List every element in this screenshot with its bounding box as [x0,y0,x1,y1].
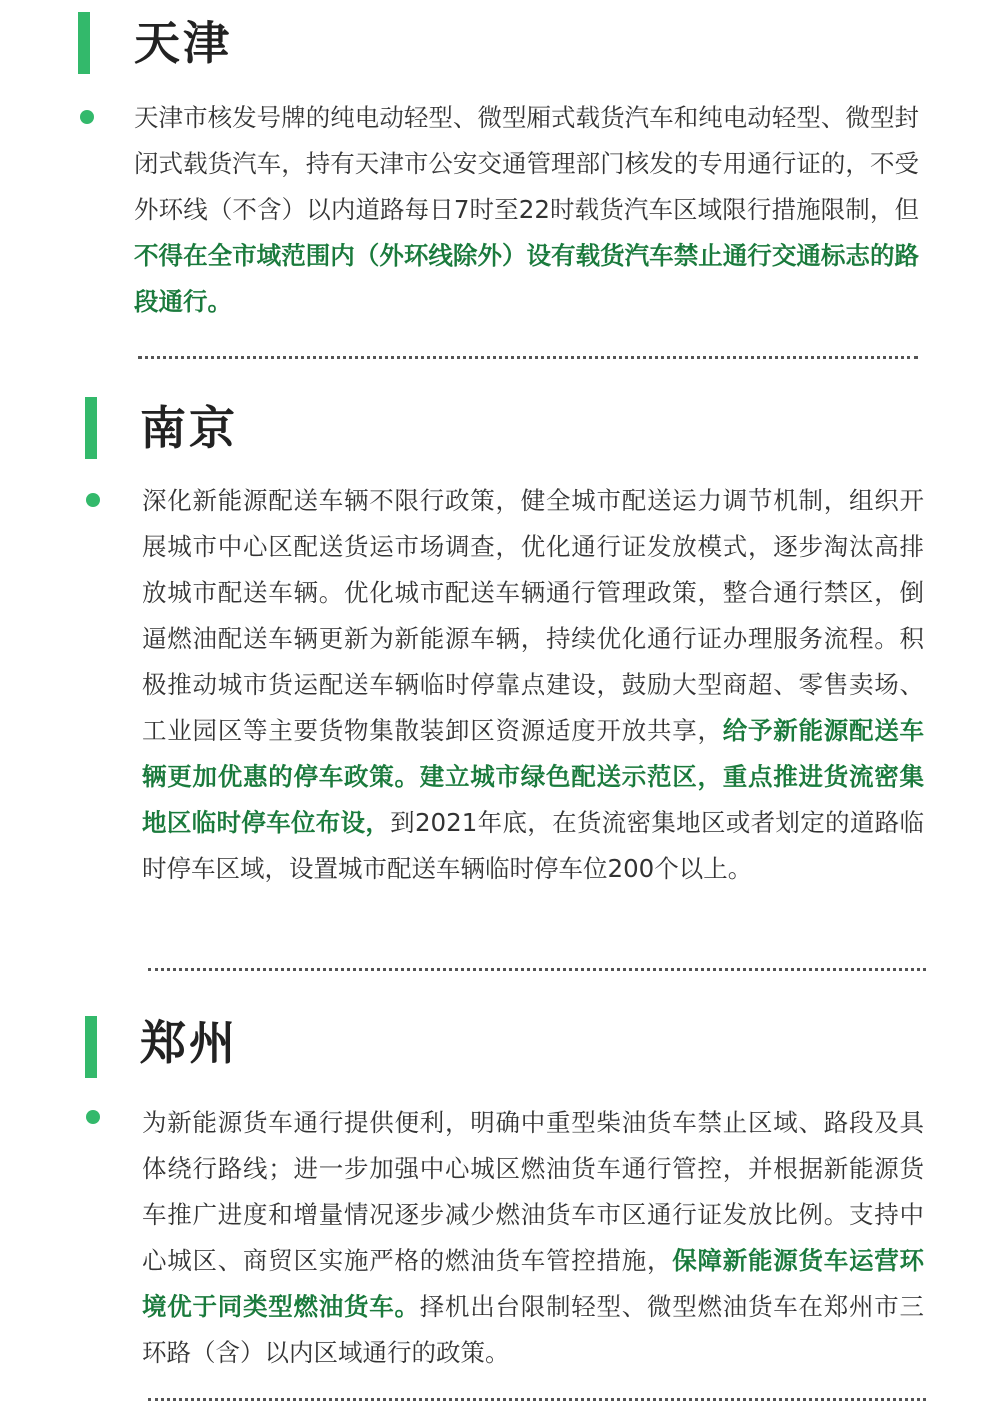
heading-accent-bar [78,12,90,74]
paragraph-text: 天津市核发号牌的纯电动轻型、微型厢式载货汽车和纯电动轻型、微型封闭式载货汽车，持有天津市公安交通管理部门核发的专用通行证的，不受外环线（不含）以内道路每日7时至22时载货汽车区域限行措施限制，但 [134,103,919,224]
highlighted-text: 不得在全市域范围内（外环线除外）设有载货汽车禁止通行交通标志的路段通行。 [134,241,919,316]
dotted-divider [138,356,918,359]
policy-paragraph [134,95,919,325]
paragraph-text: 为新能源货车通行提供便利，明确中重型柴油货车禁止区域、路段及具体绕行路线；进一步加强中心城区燃油货车通行管控，并根据新能源货车推广进度和增量情况逐步减少燃油货车市区通行证发放比例。支持中心城区、商贸区实施严格的燃油货车管控措施， [142,1108,924,1275]
dotted-divider [148,968,926,971]
highlighted-text: 给予新能源配送车辆更加优惠的停车政策。建立城市绿色配送示范区，重点推进货流密集地区临时停车位布设， [142,716,924,837]
heading-accent-bar [85,1016,97,1078]
bullet-dot [86,1110,100,1124]
city-heading: 南京 [140,401,238,455]
city-heading: 郑州 [140,1016,238,1070]
highlighted-text: 保障新能源货车运营环境优于同类型燃油货车。 [142,1246,924,1321]
policy-paragraph [142,1100,924,1376]
dotted-divider [148,1398,926,1401]
paragraph-text: 择机出台限制轻型、微型燃油货车在郑州市三环路（含）以内区域通行的政策。 [142,1292,924,1367]
heading-accent-bar [85,397,97,459]
bullet-dot [80,110,94,124]
policy-paragraph [142,478,924,892]
paragraph-text: 到2021年底，在货流密集地区或者划定的道路临时停车区域，设置城市配送车辆临时停车位200个以上。 [142,808,924,883]
paragraph-text: 深化新能源配送车辆不限行政策，健全城市配送运力调节机制，组织开展城市中心区配送货运市场调查，优化通行证发放模式，逐步淘汰高排放城市配送车辆。优化城市配送车辆通行管理政策，整合通行禁区，倒逼燃油配送车辆更新为新能源车辆，持续优化通行证办理服务流程。积极推动城市货运配送车辆临时停靠点建设，鼓励大型商超、零售卖场、工业园区等主要货物集散装卸区资源适度开放共享， [142,486,924,745]
city-heading: 天津 [134,16,232,70]
bullet-dot [86,493,100,507]
